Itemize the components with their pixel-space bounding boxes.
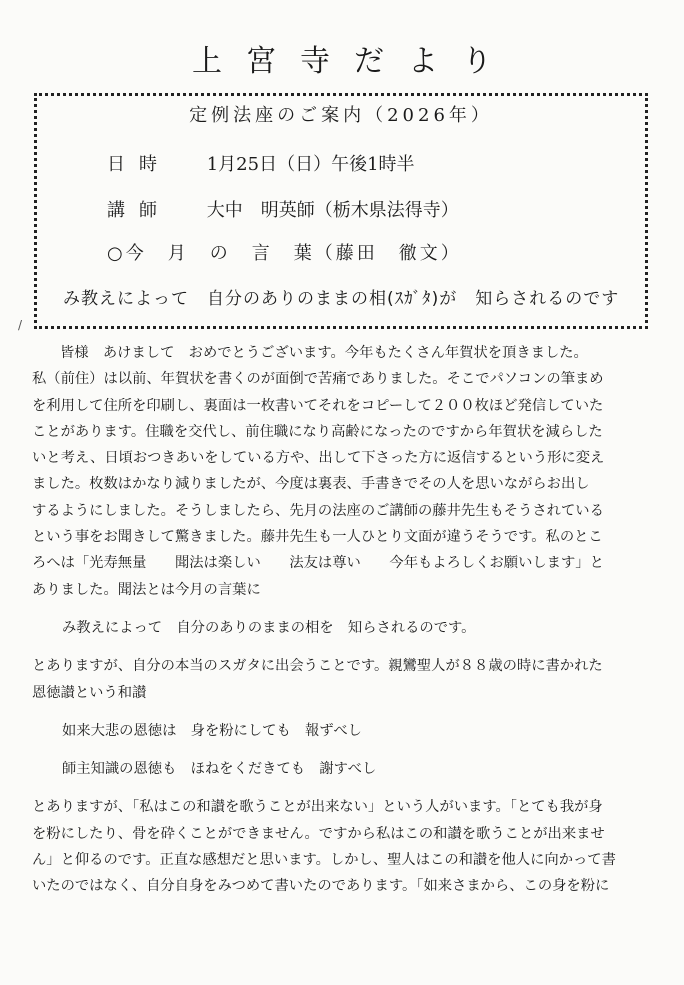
body-line: ん」と仰るのです。正直な感想だと思います。しかし、聖人はこの和讃を他人に向かって書	[32, 852, 616, 869]
body-line: とありますが、「私はこの和讃を歌うことが出来ない」という人がいます。「とても我が身	[32, 799, 603, 816]
body-line: 皆様 あけまして おめでとうございます。今年もたくさん年賀状を頂きました。	[60, 345, 588, 361]
body-line: を粉にしたり、骨を砕くことができません。ですから私はこの和讃を歌うことが出来ませ	[32, 825, 605, 842]
wasan-line: 如来大悲の恩徳は 身を粉にしても 報ずべし	[62, 722, 362, 739]
body-line: 私（前住）は以前、年賀状を書くのが面倒で苦痛でありました。そこでパソコンの筆まめ	[32, 371, 604, 388]
wasan-line: 師主知識の恩徳も ほねをくだきても 謝すべし	[62, 761, 377, 778]
announcement-heading: 定例法座のご案内（2026年）	[189, 105, 493, 126]
body-line: という事をお聞きして驚きました。藤井先生も一人ひとり文面が違うそうです。私のとこ	[32, 529, 603, 546]
body-line: ありました。聞法とは今月の言葉に	[32, 581, 261, 598]
body-line: 恩徳讃という和讃	[32, 684, 147, 701]
body-line: ろへは「光寿無量 聞法は楽しい 法友は尊い 今年もよろしくお願いします」と	[32, 555, 604, 572]
lecturer-row	[107, 196, 459, 222]
body-line: するようにしました。そうしましたら、先月の法座のご講師の藤井先生もそうされている	[32, 502, 604, 519]
body-line: を利用して住所を印刷し、裏面は一枚書いてそれをコピーして２００枚ほど発信していた	[32, 397, 604, 414]
body-line: ことがあります。住職を交代し、前住職になり高齢になったのですから年賀状を減らした	[32, 423, 603, 440]
body-line: ました。枚数はかなり減りましたが、今度は裏表、手書きでその人を思いながらお出し	[32, 476, 590, 493]
margin-mark: /	[18, 318, 23, 332]
date-row	[107, 150, 415, 176]
date-label: 日時	[107, 154, 171, 175]
newsletter-title: 上宮寺だより	[192, 44, 516, 79]
words-text: み教えによって 自分のありのままの相(ｽｶﾞﾀ)が 知らされるのです	[63, 289, 620, 309]
lecturer-value: 大中 明英師（栃木県法得寺）	[206, 200, 459, 221]
quote-line: み教えによって 自分のありのままの相を 知らされるのです。	[62, 619, 476, 636]
words-heading: ○今 月 の 言 葉（藤田 徹文）	[107, 243, 462, 264]
article-body	[32, 340, 662, 900]
date-value: 1月25日（日）午後1時半	[206, 154, 415, 175]
body-line: いと考え、日頃おつきあいをしている方や、出して下さった方に返信するという形に変え	[32, 450, 605, 467]
announcement-box	[34, 93, 648, 329]
body-line: いたのではなく、自分自身をみつめて書いたのであります。「如来さまから、この身を粉に	[32, 878, 610, 895]
body-line: とありますが、自分の本当のスガタに出会うことです。親鸞聖人が８８歳の時に書かれた	[32, 658, 603, 675]
lecturer-label: 講師	[107, 200, 171, 221]
